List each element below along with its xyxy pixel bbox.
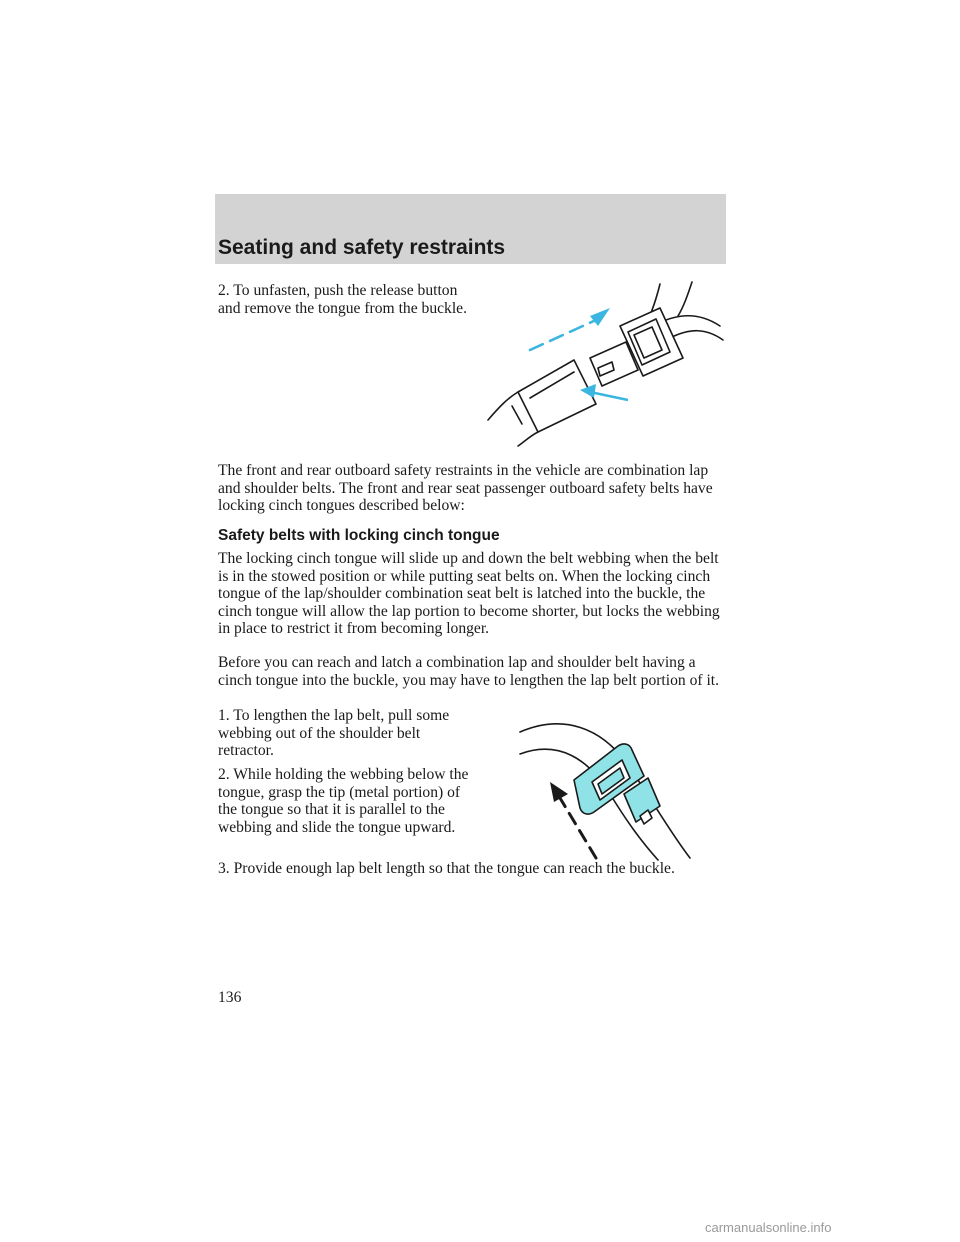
paragraph-cinch-description: The locking cinch tongue will slide up and down the belt webbing when the belt is in the stowed position or while putting seat belts on. When the locking cinch tongue of the lap/shoulder combination seat belt is latched into the buckle, the cinch tongue will allow the lap portion to become shorter, but locks the webbing in place to restrict it from becoming longer. [218, 550, 720, 638]
paragraph-unfasten: 2. To unfasten, push the release button and remove the tongue from the buckle. [218, 282, 467, 317]
page-title: Seating and safety restraints [218, 236, 506, 259]
paragraph-step-1: 1. To lengthen the lap belt, pull some webbing out of the shoulder belt retractor. [218, 707, 450, 760]
paragraph-step-2: 2. While holding the webbing below the tongue, grasp the tip (metal portion) of the tongue so that it is parallel to the webbing and slide the tongue upward. [218, 766, 469, 836]
watermark-link[interactable]: carmanualsonline.info [705, 1220, 832, 1235]
paragraph-before-latch: Before you can reach and latch a combination lap and shoulder belt having a cinch tongue into the buckle, you may have to lengthen the lap belt portion of it. [218, 654, 720, 689]
buckle-release-illustration [478, 280, 728, 450]
paragraph-step-3: 3. Provide enough lap belt length so that the tongue can reach the buckle. [218, 860, 675, 877]
paragraph-outboard: The front and rear outboard safety restraints in the vehicle are combination lap and shoulder belts. The front and rear seat passenger outboard safety belts have locking cinch tongues described below: [218, 462, 713, 515]
page-number: 136 [218, 989, 242, 1006]
cinch-tongue-illustration [512, 702, 712, 862]
section-heading: Safety belts with locking cinch tongue [218, 527, 500, 544]
